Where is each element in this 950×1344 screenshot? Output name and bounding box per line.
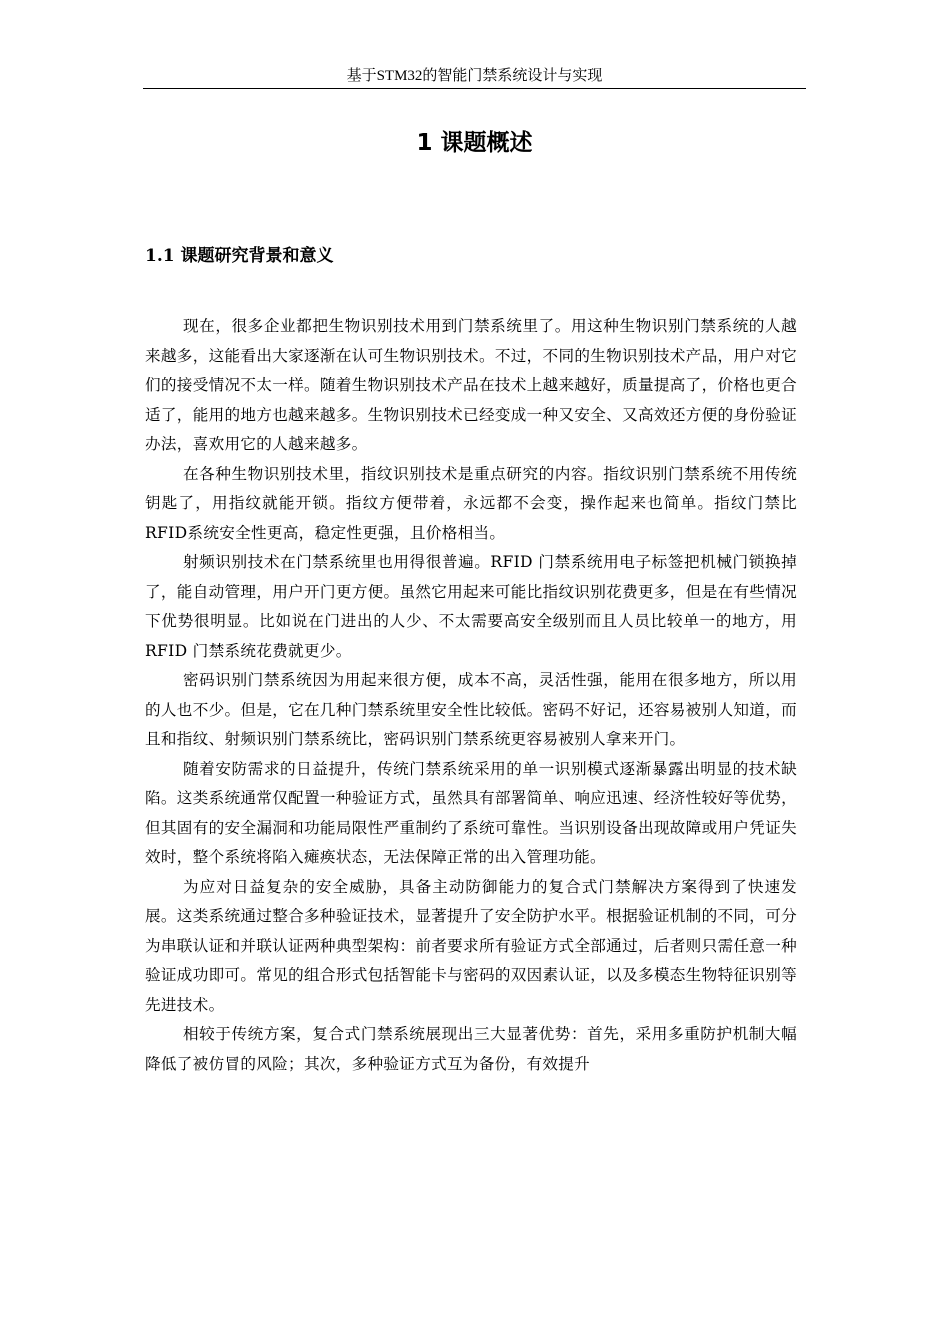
chapter-title: 1 课题概述: [416, 130, 533, 156]
section-title: 1.1 课题研究背景和意义: [145, 246, 334, 266]
paragraph-password: 密码识别门禁系统因为用起来很方便，成本不高，灵活性强，能用在很多地方，所以用的人也不少。但是，它在几种门禁系统里安全性比较低。密码不好记，还容易被别人知道，而且和指纹、射频识别门禁系统比，密码识别门禁系统更容易被别人拿来开门。: [145, 671, 797, 748]
paragraph-rfid: 射频识别技术在门禁系统里也用得很普遍。RFID 门禁系统用电子标签把机械门锁换掉了，能自动管理，用户开门更方便。虽然它用起来可能比指纹识别花费更多，但是在有些情况下优势很明显。比如说在门进出的人少、不太需要高安全级别而且人员比较单一的地方，用 RFID 门禁系统花费就更少。: [145, 553, 797, 660]
paragraph-biometrics-intro: 现在，很多企业都把生物识别技术用到门禁系统里了。用这种生物识别门禁系统的人越来越多，这能看出大家逐渐在认可生物识别技术。不过，不同的生物识别技术产品，用户对它们的接受情况不太一样。随着生物识别技术产品在技术上越来越好，质量提高了，价格也更合适了，能用的地方也越来越多。生物识别技术已经变成一种又安全、又高效还方便的身份验证办法，喜欢用它的人越来越多。: [145, 317, 797, 453]
paragraph-single-mode-limits: 随着安防需求的日益提升，传统门禁系统采用的单一识别模式逐渐暴露出明显的技术缺陷。这类系统通常仅配置一种验证方式，虽然具有部署简单、响应迅速、经济性较好等优势，但其固有的安全漏洞和功能局限性严重制约了系统可靠性。当识别设备出现故障或用户凭证失效时，整个系统将陷入瘫痪状态，无法保障正常的出入管理功能。: [145, 759, 797, 866]
paragraph-composite-systems: 为应对日益复杂的安全威胁，具备主动防御能力的复合式门禁解决方案得到了快速发展。这类系统通过整合多种验证技术，显著提升了安全防护水平。根据验证机制的不同，可分为串联认证和并联认证两种典型架构：前者要求所有验证方式全部通过，后者则只需任意一种验证成功即可。常见的组合形式包括智能卡与密码的双因素认证，以及多模态生物特征识别等先进技术。: [145, 877, 797, 1014]
body-text: [145, 312, 797, 1079]
paragraph-composite-advantages: 相较于传统方案，复合式门禁系统展现出三大显著优势：首先，采用多重防护机制大幅降低了被仿冒的风险；其次，多种验证方式互为备份，有效提升: [145, 1025, 797, 1073]
paragraph-fingerprint: 在各种生物识别技术里，指纹识别技术是重点研究的内容。指纹识别门禁系统不用传统钥匙了，用指纹就能开锁。指纹方便带着，永远都不会变，操作起来也简单。指纹门禁比RFID系统安全性更高，稳定性更强，且价格相当。: [145, 464, 797, 542]
running-header: 基于STM32的智能门禁系统设计与实现: [143, 66, 806, 89]
